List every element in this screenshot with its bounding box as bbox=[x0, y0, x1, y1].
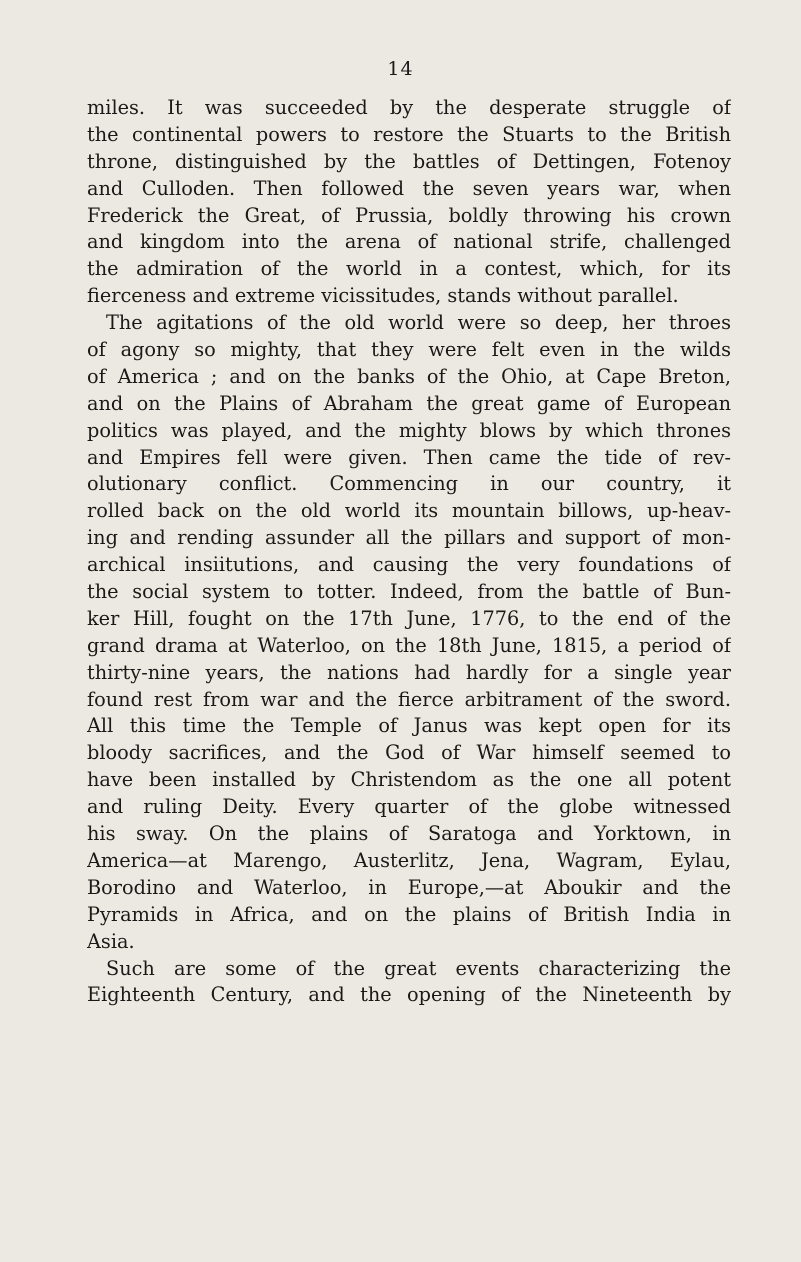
text-line: and Culloden. Then followed the seven years war, when bbox=[87, 176, 731, 200]
text-line: bloody sacrifices, and the God of War himself seemed to bbox=[87, 741, 731, 765]
text-line: found rest from war and the fierce arbitrament of the sword. bbox=[87, 687, 731, 711]
text-line: olutionary conflict. Commencing in our country, it bbox=[87, 472, 731, 496]
text-line: America—at Marengo, Austerlitz, Jena, Wagram, Eylau, bbox=[87, 848, 731, 872]
text-line: All this time the Temple of Janus was kept open for its bbox=[87, 714, 731, 738]
text-line: Eighteenth Century, and the opening of the Nineteenth by bbox=[87, 983, 731, 1007]
text-line: and Empires fell were given. Then came the tide of rev- bbox=[87, 445, 731, 469]
text-line: and on the Plains of Abraham the great game of European bbox=[87, 391, 731, 415]
text-line: Asia. bbox=[87, 929, 135, 953]
page-number: 14 bbox=[387, 58, 414, 80]
text-line: ker Hill, fought on the 17th June, 1776, to the end of the bbox=[87, 606, 731, 630]
text-line: fierceness and extreme vicissitudes, stands without parallel. bbox=[87, 284, 679, 308]
paragraph-3 bbox=[87, 956, 731, 1010]
text-line: politics was played, and the mighty blows by which thrones bbox=[87, 418, 731, 442]
text-line: of America ; and on the banks of the Ohio, at Cape Breton, bbox=[87, 364, 731, 388]
text-line: The agitations of the old world were so deep, her throes bbox=[106, 311, 731, 335]
text-line: have been installed by Christendom as the one all potent bbox=[87, 768, 731, 792]
body-text bbox=[87, 95, 731, 1009]
text-line: his sway. On the plains of Saratoga and Yorktown, in bbox=[87, 822, 731, 846]
text-line: the continental powers to restore the Stuarts to the British bbox=[87, 122, 731, 146]
text-line: Borodino and Waterloo, in Europe,—at Aboukir and the bbox=[87, 875, 731, 899]
paragraph-1 bbox=[87, 95, 731, 310]
text-line: the social system to totter. Indeed, from the battle of Bun- bbox=[87, 580, 731, 604]
text-line: the admiration of the world in a contest, which, for its bbox=[87, 257, 731, 281]
text-line: of agony so mighty, that they were felt even in the wilds bbox=[87, 338, 731, 362]
text-line: and ruling Deity. Every quarter of the globe witnessed bbox=[87, 795, 731, 819]
text-line: rolled back on the old world its mountain billows, up-heav- bbox=[87, 499, 731, 523]
text-line: Such are some of the great events characterizing the bbox=[106, 956, 731, 980]
text-line: grand drama at Waterloo, on the 18th June, 1815, a period of bbox=[87, 633, 731, 657]
text-line: miles. It was succeeded by the desperate struggle of bbox=[87, 96, 731, 119]
text-line: thirty-nine years, the nations had hardly for a single year bbox=[87, 660, 731, 684]
paragraph-2 bbox=[87, 310, 731, 955]
text-line: Frederick the Great, of Prussia, boldly throwing his crown bbox=[87, 203, 731, 227]
text-line: Pyramids in Africa, and on the plains of British India in bbox=[87, 902, 731, 926]
text-line: archical insiitutions, and causing the very foundations of bbox=[87, 553, 731, 577]
text-line: and kingdom into the arena of national strife, challenged bbox=[87, 230, 731, 254]
text-line: throne, distinguished by the battles of Dettingen, Fotenoy bbox=[87, 149, 731, 173]
text-line: ing and rending assunder all the pillars and support of mon- bbox=[87, 526, 731, 550]
